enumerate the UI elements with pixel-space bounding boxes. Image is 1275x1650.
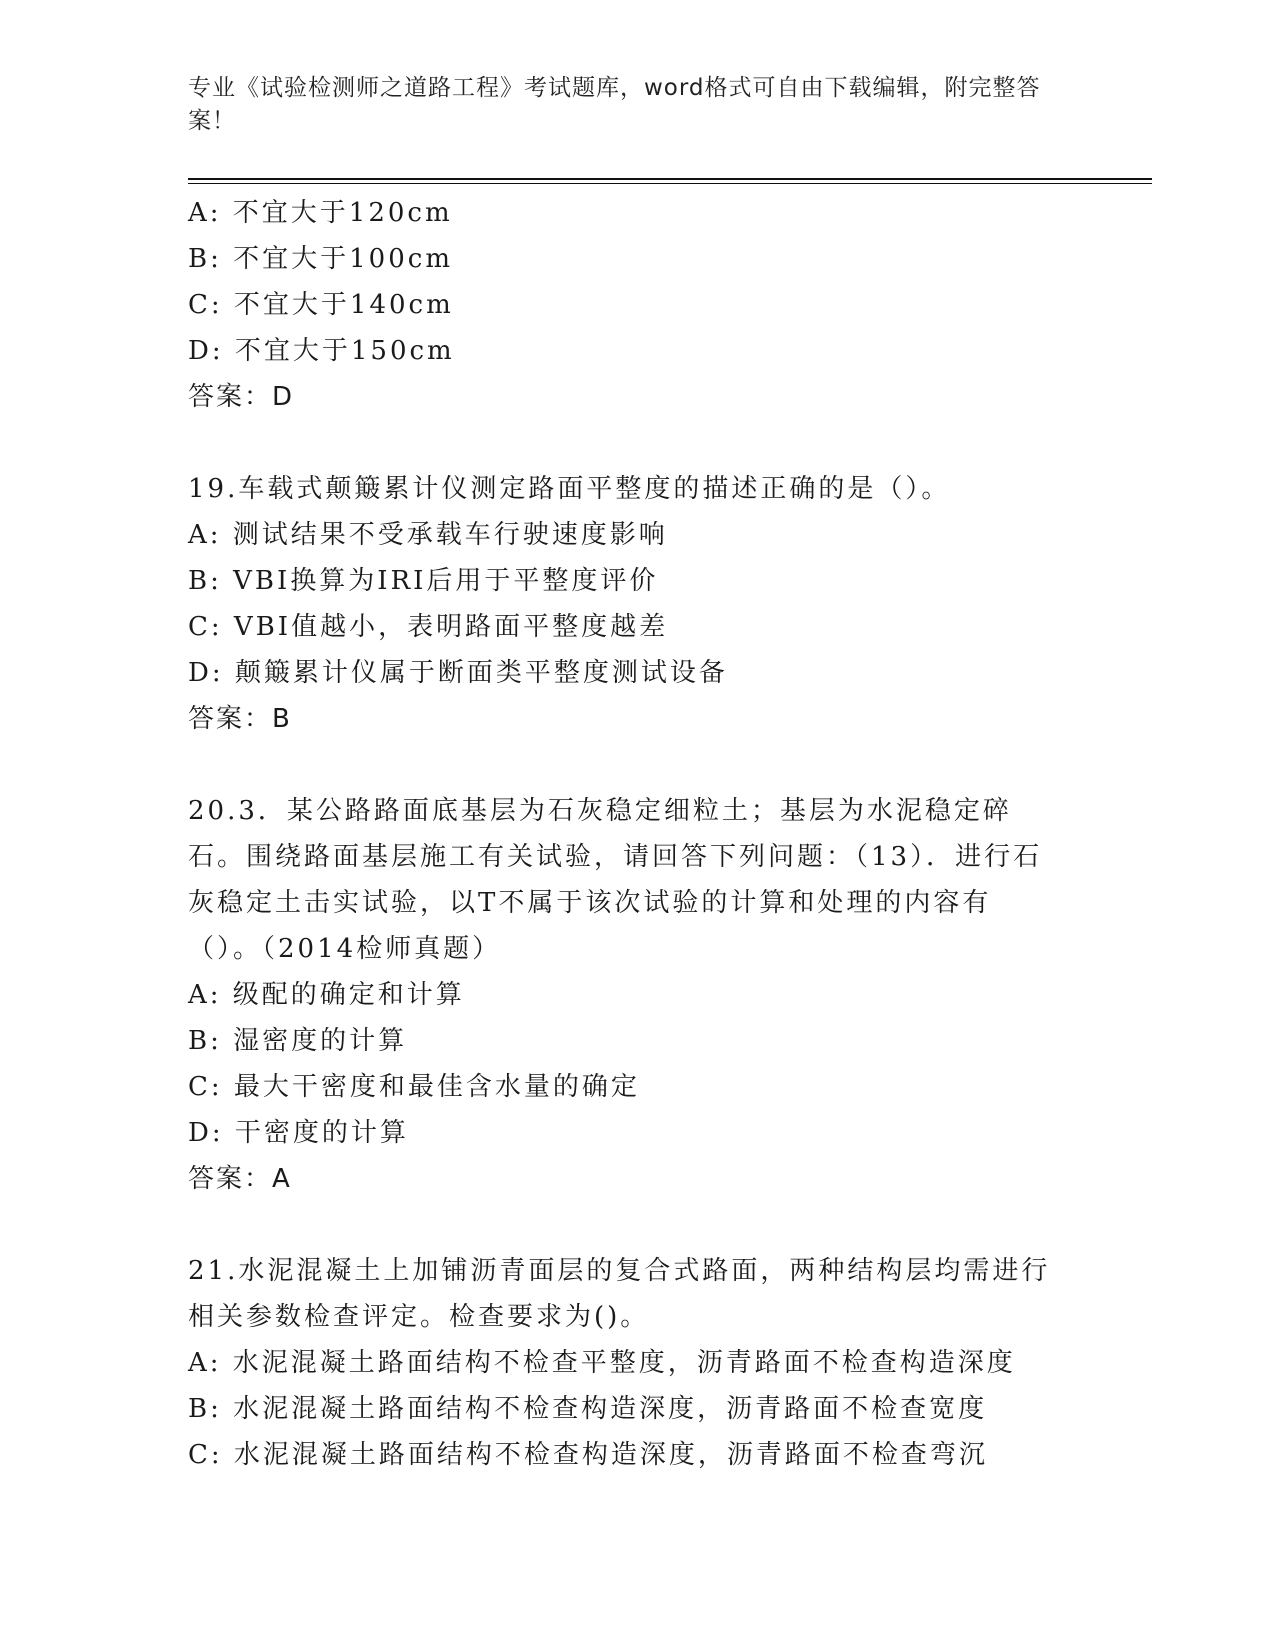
answer-line: 答案：A (188, 1164, 292, 1194)
question-title: 20.3．某公路路面底基层为石灰稳定细粒土；基层为水泥稳定碎石。围绕路面基层施工有关试验，请回答下列问题：（13）．进行石灰稳定土击实试验，以T不属于该次试验的计算和处理的内容有（）。（2014检师真题） (188, 796, 1043, 964)
question-title: 19.车载式颠簸累计仪测定路面平整度的描述正确的是（）。 (188, 474, 951, 504)
document-header: 专业《试验检测师之道路工程》考试题库，word格式可自由下载编辑，附完整答案！ (188, 75, 1041, 134)
header-divider-thin (188, 183, 1152, 184)
header-divider-thick (188, 178, 1152, 180)
option-d: D: 不宜大于150cm (188, 336, 455, 366)
answer-line: 答案：D (188, 382, 295, 412)
option-a: A: 级配的确定和计算 (188, 980, 465, 1010)
option-c: C: 水泥混凝土路面结构不检查构造深度，沥青路面不检查弯沉 (188, 1440, 988, 1470)
question-block-21 (188, 1248, 1088, 1478)
option-b: B: 不宜大于100cm (188, 244, 453, 274)
option-d: D: 颠簸累计仪属于断面类平整度测试设备 (188, 658, 728, 688)
option-c: C: 最大干密度和最佳含水量的确定 (188, 1072, 640, 1102)
answer-line: 答案：B (188, 704, 292, 734)
option-c: C: 不宜大于140cm (188, 290, 454, 320)
question-block-20 (188, 788, 1088, 1202)
option-b: B: VBI换算为IRI后用于平整度评价 (188, 566, 659, 596)
question-title: 21.水泥混凝土上加铺沥青面层的复合式路面，两种结构层均需进行相关参数检查评定。检查要求为()。 (188, 1256, 1051, 1332)
option-b: B: 水泥混凝土路面结构不检查构造深度，沥青路面不检查宽度 (188, 1394, 988, 1424)
option-c: C: VBI值越小，表明路面平整度越差 (188, 612, 669, 642)
option-a: A: 不宜大于120cm (188, 198, 453, 228)
question-block-18 (188, 190, 1088, 420)
question-list (188, 190, 1088, 1478)
option-d: D: 干密度的计算 (188, 1118, 409, 1148)
option-a: A: 测试结果不受承载车行驶速度影响 (188, 520, 668, 550)
option-a: A: 水泥混凝土路面结构不检查平整度，沥青路面不检查构造深度 (188, 1348, 1016, 1378)
question-block-19 (188, 466, 1088, 742)
option-b: B: 湿密度的计算 (188, 1026, 408, 1056)
